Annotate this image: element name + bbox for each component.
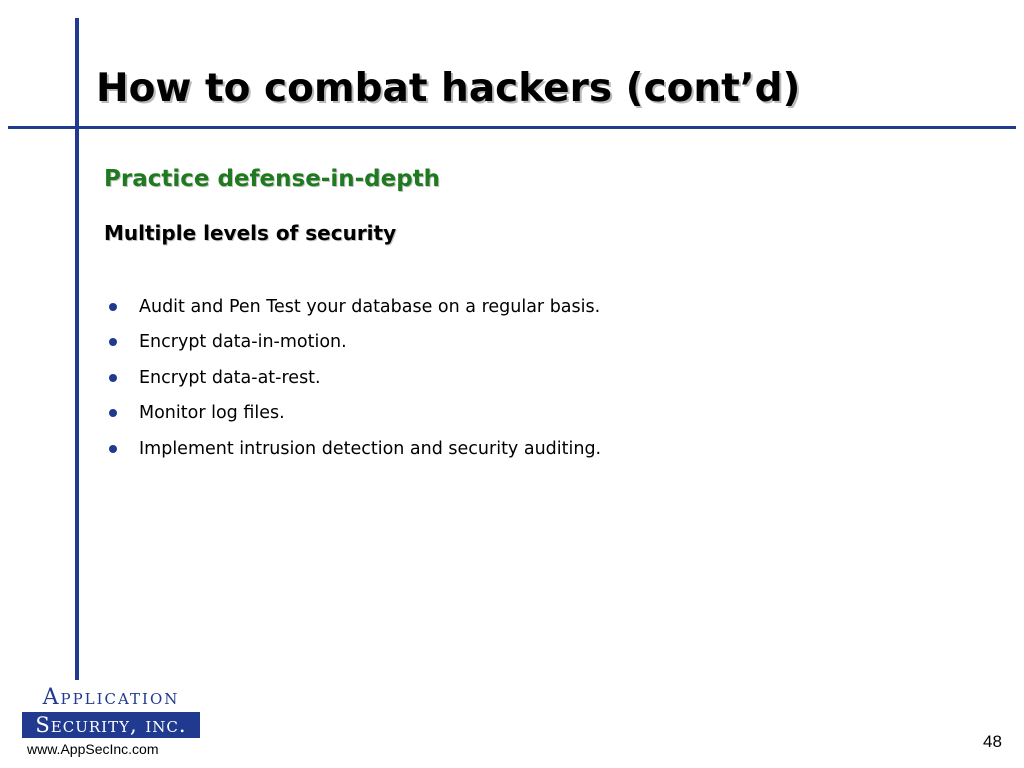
list-item-text: Monitor log files. [139,403,285,424]
list-item [106,325,601,361]
footer-url: www.AppSecInc.com [27,741,159,757]
list-item [106,431,601,467]
bullet-icon [109,303,117,311]
bullet-icon [109,374,117,382]
list-item [106,360,601,396]
bullet-icon [109,338,117,346]
logo-line-2: Security, inc. [22,712,200,738]
list-item [106,396,601,432]
bullet-icon [109,445,117,453]
slide-title: How to combat hackers (cont’d) [96,66,801,111]
list-item-text: Encrypt data-at-rest. [139,367,321,388]
bullet-list [106,289,601,467]
list-item-text: Audit and Pen Test your database on a regular basis. [139,296,601,317]
list-item [106,289,601,325]
section-subheading: Multiple levels of security [104,221,397,245]
bullet-icon [109,409,117,417]
vertical-rule [75,18,79,680]
horizontal-rule [8,126,1016,129]
page-number: 48 [983,732,1002,751]
company-logo [22,684,200,738]
list-item-text: Encrypt data-in-motion. [139,332,347,353]
logo-line-1: Application [42,685,180,710]
list-item-text: Implement intrusion detection and security auditing. [139,438,602,459]
section-subtitle: Practice defense-in-depth [104,166,441,192]
